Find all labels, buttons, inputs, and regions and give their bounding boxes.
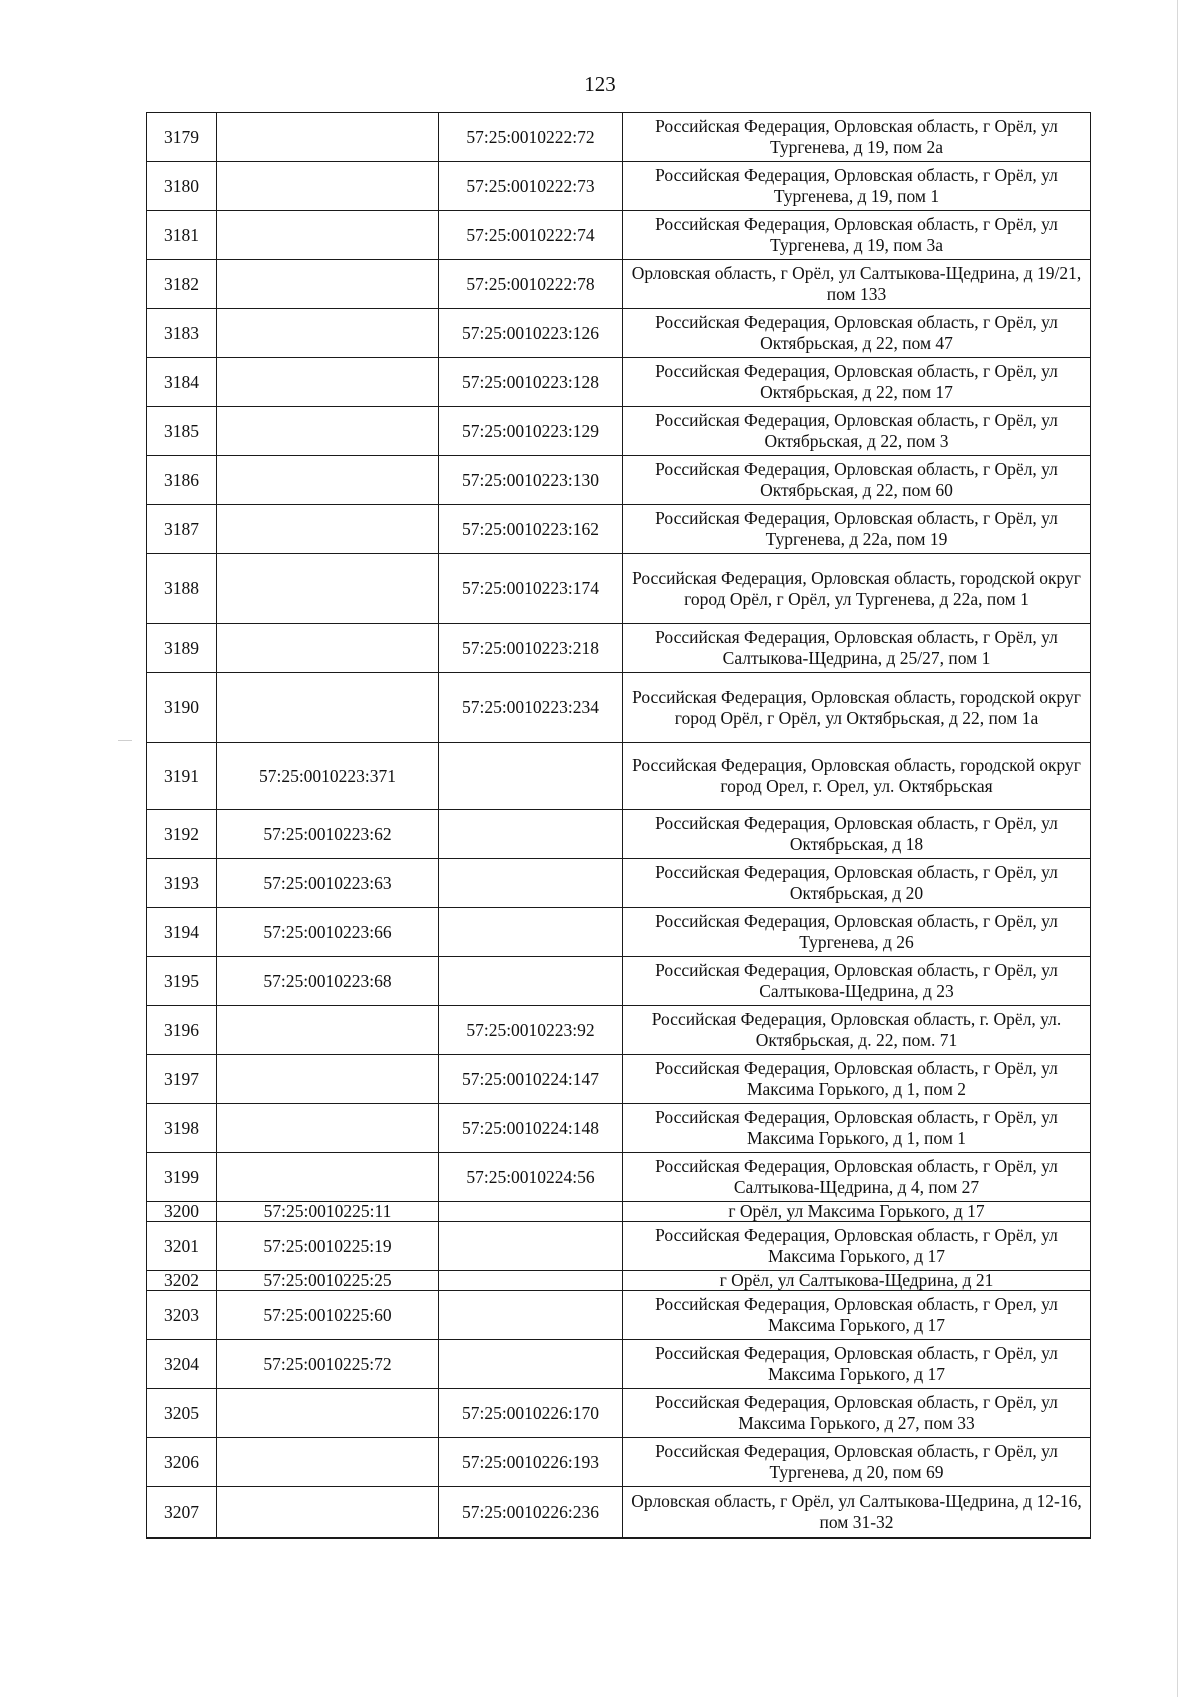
cadastral-number-building: 57:25:0010225:11 (217, 1202, 439, 1222)
table-row (147, 358, 1091, 407)
address-cell: Российская Федерация, Орловская область, г Орёл, ул Октябрьская, д 22, пом 60 (623, 456, 1091, 505)
cadastral-number-premises (439, 810, 623, 859)
address-cell: Российская Федерация, Орловская область, г Орел, ул Максима Горького, д 17 (623, 1291, 1091, 1340)
address-cell: г Орёл, ул Салтыкова-Щедрина, д 21 (623, 1271, 1091, 1291)
table-row (147, 743, 1091, 810)
address-cell: Российская Федерация, Орловская область, г Орёл, ул Тургенева, д 19, пом 2а (623, 113, 1091, 162)
row-number: 3195 (147, 957, 217, 1006)
cadastral-number-building (217, 554, 439, 624)
cadastral-number-building (217, 505, 439, 554)
row-number: 3184 (147, 358, 217, 407)
table-row (147, 673, 1091, 743)
cadastral-number-building (217, 260, 439, 309)
table-row (147, 1389, 1091, 1438)
cadastral-number-building: 57:25:0010223:62 (217, 810, 439, 859)
cadastral-number-premises (439, 1202, 623, 1222)
table-row (147, 1438, 1091, 1487)
address-cell: Российская Федерация, Орловская область, г Орёл, ул Октябрьская, д 22, пом 47 (623, 309, 1091, 358)
cadastral-number-premises: 57:25:0010223:130 (439, 456, 623, 505)
cadastral-number-premises (439, 908, 623, 957)
row-number: 3188 (147, 554, 217, 624)
row-number: 3183 (147, 309, 217, 358)
cadastral-number-building: 57:25:0010225:19 (217, 1222, 439, 1271)
cadastral-number-building: 57:25:0010225:60 (217, 1291, 439, 1340)
address-cell: Российская Федерация, Орловская область, г Орёл, ул Октябрьская, д 22, пом 3 (623, 407, 1091, 456)
address-cell: Российская Федерация, Орловская область, г Орёл, ул Максима Горького, д 17 (623, 1222, 1091, 1271)
cadastral-number-building: 57:25:0010223:63 (217, 859, 439, 908)
row-number: 3181 (147, 211, 217, 260)
table-row (147, 1271, 1091, 1291)
cadastral-number-premises (439, 1340, 623, 1389)
cadastral-number-premises: 57:25:0010223:92 (439, 1006, 623, 1055)
table-row (147, 1291, 1091, 1340)
address-cell: Российская Федерация, Орловская область, г Орёл, ул Октябрьская, д 22, пом 17 (623, 358, 1091, 407)
cadastral-number-premises (439, 1222, 623, 1271)
row-number: 3192 (147, 810, 217, 859)
cadastral-number-premises (439, 1271, 623, 1291)
cadastral-number-premises: 57:25:0010224:147 (439, 1055, 623, 1104)
cadastral-number-premises: 57:25:0010223:162 (439, 505, 623, 554)
cadastral-number-building (217, 624, 439, 673)
cadastral-number-premises: 57:25:0010223:129 (439, 407, 623, 456)
address-cell: Российская Федерация, Орловская область, г Орёл, ул Максима Горького, д 1, пом 2 (623, 1055, 1091, 1104)
address-cell: Российская Федерация, Орловская область, г Орёл, ул Салтыкова-Щедрина, д 4, пом 27 (623, 1153, 1091, 1202)
cadastral-number-building (217, 162, 439, 211)
cadastral-number-building (217, 407, 439, 456)
cadastral-number-premises: 57:25:0010222:72 (439, 113, 623, 162)
cadastral-number-premises: 57:25:0010224:56 (439, 1153, 623, 1202)
cadastral-number-building: 57:25:0010225:25 (217, 1271, 439, 1291)
address-cell: Российская Федерация, Орловская область, г Орёл, ул Тургенева, д 26 (623, 908, 1091, 957)
cadastral-number-premises (439, 859, 623, 908)
address-cell: Российская Федерация, Орловская область, г Орёл, ул Максима Горького, д 27, пом 33 (623, 1389, 1091, 1438)
row-number: 3194 (147, 908, 217, 957)
cadastral-number-building: 57:25:0010223:68 (217, 957, 439, 1006)
address-cell: Орловская область, г Орёл, ул Салтыкова-Щедрина, д 19/21, пом 133 (623, 260, 1091, 309)
table-row (147, 1222, 1091, 1271)
cadastral-number-building: 57:25:0010223:66 (217, 908, 439, 957)
row-number: 3206 (147, 1438, 217, 1487)
row-number: 3205 (147, 1389, 217, 1438)
address-cell: Орловская область, г Орёл, ул Салтыкова-Щедрина, д 12-16, пом 31-32 (623, 1487, 1091, 1539)
table-row (147, 456, 1091, 505)
cadastral-number-premises: 57:25:0010224:148 (439, 1104, 623, 1153)
address-cell: Российская Федерация, Орловская область, г Орёл, ул Тургенева, д 22а, пом 19 (623, 505, 1091, 554)
table-row (147, 1487, 1091, 1539)
row-number: 3203 (147, 1291, 217, 1340)
cadastral-number-premises: 57:25:0010223:128 (439, 358, 623, 407)
table-row (147, 505, 1091, 554)
row-number: 3196 (147, 1006, 217, 1055)
address-cell: Российская Федерация, Орловская область, г Орёл, ул Салтыкова-Щедрина, д 25/27, пом 1 (623, 624, 1091, 673)
cadastral-number-building (217, 309, 439, 358)
cadastral-number-building: 57:25:0010225:72 (217, 1340, 439, 1389)
table-row (147, 211, 1091, 260)
table-row (147, 859, 1091, 908)
row-number: 3182 (147, 260, 217, 309)
table-row (147, 1340, 1091, 1389)
cadastral-number-building (217, 113, 439, 162)
cadastral-number-building (217, 456, 439, 505)
table-row (147, 407, 1091, 456)
row-number: 3186 (147, 456, 217, 505)
table-row (147, 1202, 1091, 1222)
scan-edge-line (1177, 0, 1178, 1697)
table-row (147, 260, 1091, 309)
address-cell: Российская Федерация, Орловская область, городской округ город Орёл, г Орёл, ул Октябрьская, д 22, пом 1а (623, 673, 1091, 743)
cadastral-number-building (217, 1006, 439, 1055)
cadastral-number-building (217, 358, 439, 407)
address-cell: Российская Федерация, Орловская область, городской округ город Орел, г. Орел, ул. Октябрьская (623, 743, 1091, 810)
cadastral-number-premises: 57:25:0010226:170 (439, 1389, 623, 1438)
table-row (147, 957, 1091, 1006)
row-number: 3179 (147, 113, 217, 162)
address-cell: г Орёл, ул Максима Горького, д 17 (623, 1202, 1091, 1222)
cadastral-number-premises: 57:25:0010222:73 (439, 162, 623, 211)
cadastral-number-premises: 57:25:0010222:78 (439, 260, 623, 309)
row-number: 3180 (147, 162, 217, 211)
cadastral-number-premises (439, 743, 623, 810)
cadastral-number-premises: 57:25:0010226:236 (439, 1487, 623, 1539)
row-number: 3187 (147, 505, 217, 554)
cadastral-number-building (217, 1389, 439, 1438)
row-number: 3197 (147, 1055, 217, 1104)
row-number: 3204 (147, 1340, 217, 1389)
row-number: 3189 (147, 624, 217, 673)
address-cell: Российская Федерация, Орловская область, г. Орёл, ул. Октябрьская, д. 22, пом. 71 (623, 1006, 1091, 1055)
row-number: 3191 (147, 743, 217, 810)
cadastral-number-premises: 57:25:0010223:174 (439, 554, 623, 624)
address-cell: Российская Федерация, Орловская область, г Орёл, ул Тургенева, д 19, пом 3а (623, 211, 1091, 260)
row-number: 3193 (147, 859, 217, 908)
table-row (147, 908, 1091, 957)
row-number: 3207 (147, 1487, 217, 1539)
address-cell: Российская Федерация, Орловская область, г Орёл, ул Тургенева, д 20, пом 69 (623, 1438, 1091, 1487)
table-row (147, 624, 1091, 673)
row-number: 3190 (147, 673, 217, 743)
row-number: 3202 (147, 1271, 217, 1291)
page-number: 123 (584, 72, 616, 96)
cadastral-number-premises (439, 957, 623, 1006)
cadastral-number-building (217, 1055, 439, 1104)
row-number: 3201 (147, 1222, 217, 1271)
cadastral-number-premises: 57:25:0010223:234 (439, 673, 623, 743)
scan-artifact-mark (118, 740, 132, 741)
cadastral-number-building (217, 1487, 439, 1539)
address-cell: Российская Федерация, Орловская область, г Орёл, ул Октябрьская, д 18 (623, 810, 1091, 859)
cadastral-number-building (217, 1153, 439, 1202)
address-cell: Российская Федерация, Орловская область, городской округ город Орёл, г Орёл, ул Тургенева, д 22а, пом 1 (623, 554, 1091, 624)
cadastral-number-building (217, 1438, 439, 1487)
address-cell: Российская Федерация, Орловская область, г Орёл, ул Максима Горького, д 1, пом 1 (623, 1104, 1091, 1153)
address-cell: Российская Федерация, Орловская область, г Орёл, ул Тургенева, д 19, пом 1 (623, 162, 1091, 211)
registry-table (146, 112, 1091, 1539)
address-cell: Российская Федерация, Орловская область, г Орёл, ул Максима Горького, д 17 (623, 1340, 1091, 1389)
address-cell: Российская Федерация, Орловская область, г Орёл, ул Салтыкова-Щедрина, д 23 (623, 957, 1091, 1006)
cadastral-number-premises (439, 1291, 623, 1340)
cadastral-number-premises: 57:25:0010223:218 (439, 624, 623, 673)
cadastral-number-building (217, 673, 439, 743)
table-row (147, 162, 1091, 211)
row-number: 3200 (147, 1202, 217, 1222)
cadastral-number-premises: 57:25:0010226:193 (439, 1438, 623, 1487)
cadastral-number-building (217, 1104, 439, 1153)
table-row (147, 309, 1091, 358)
row-number: 3198 (147, 1104, 217, 1153)
row-number: 3185 (147, 407, 217, 456)
cadastral-number-premises: 57:25:0010222:74 (439, 211, 623, 260)
row-number: 3199 (147, 1153, 217, 1202)
table-row (147, 113, 1091, 162)
table-row (147, 1006, 1091, 1055)
table-row (147, 1104, 1091, 1153)
table-row (147, 1055, 1091, 1104)
address-cell: Российская Федерация, Орловская область, г Орёл, ул Октябрьская, д 20 (623, 859, 1091, 908)
cadastral-number-building (217, 211, 439, 260)
cadastral-number-premises: 57:25:0010223:126 (439, 309, 623, 358)
table-row (147, 1153, 1091, 1202)
cadastral-number-building: 57:25:0010223:371 (217, 743, 439, 810)
table-row (147, 554, 1091, 624)
table-row (147, 810, 1091, 859)
